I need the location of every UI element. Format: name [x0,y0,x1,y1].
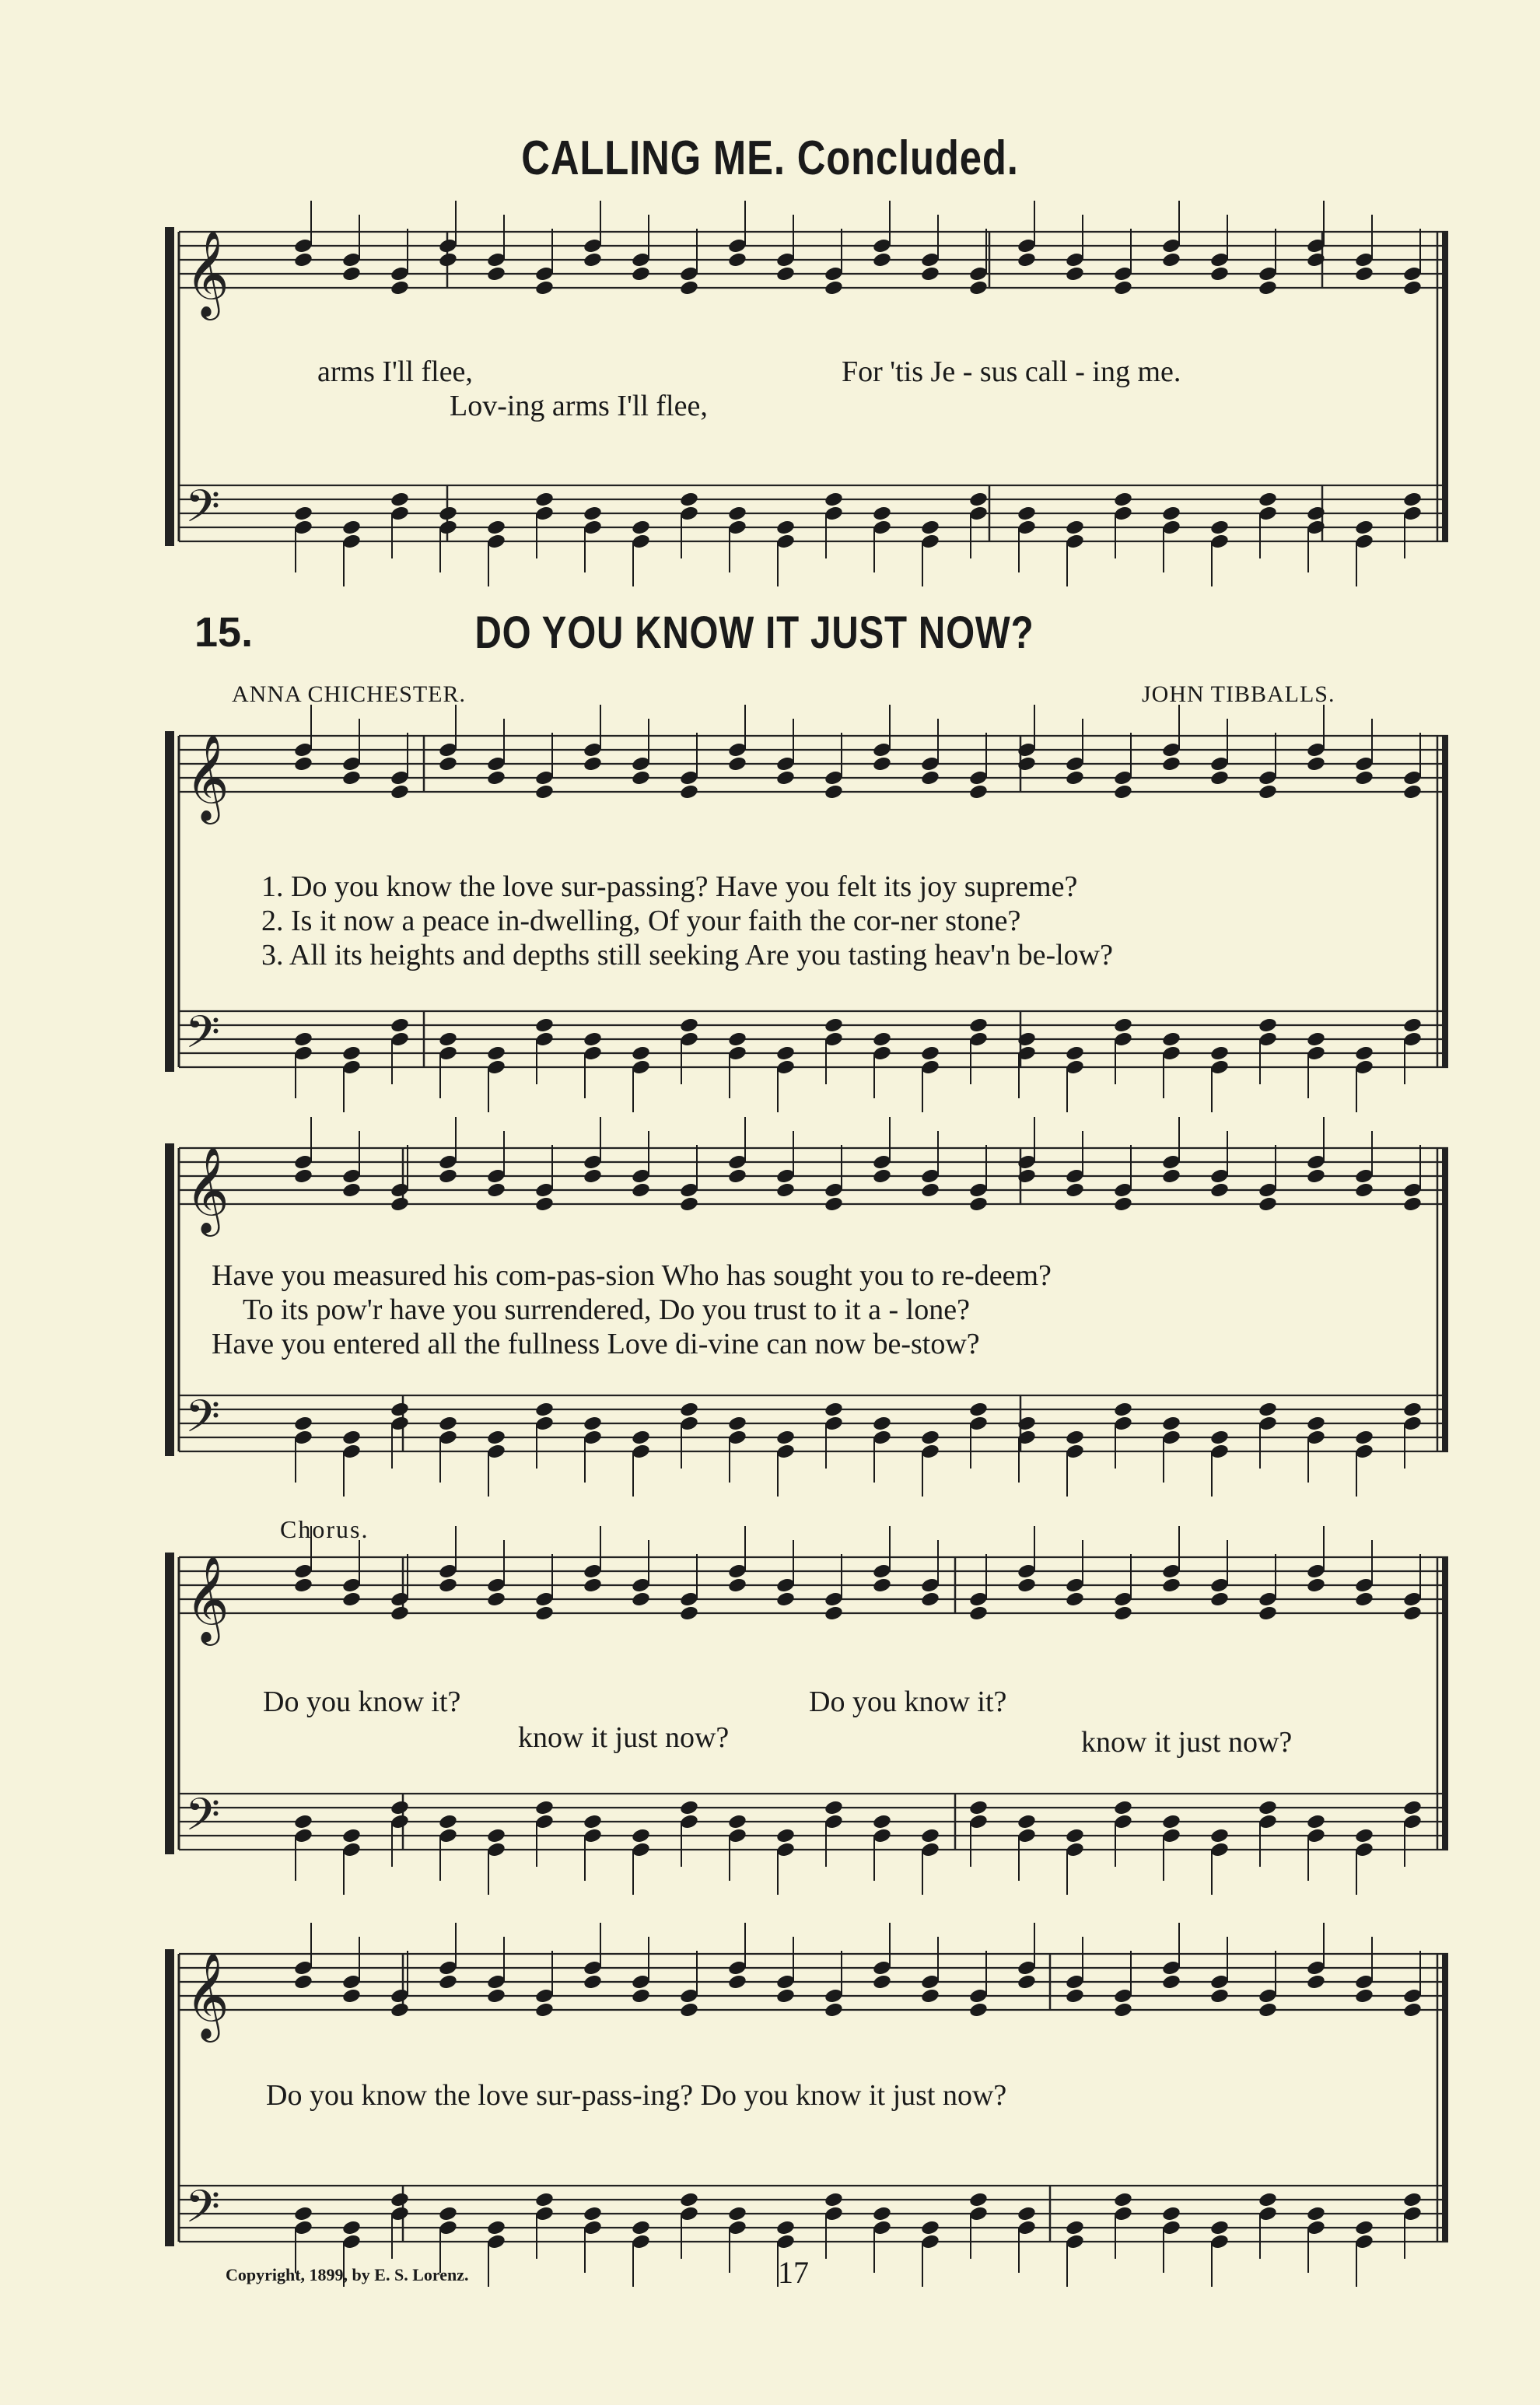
notehead [293,755,313,772]
notehead [1354,1987,1374,2004]
bass-clef-icon: 𝄢 [185,1390,221,1454]
notehead [1402,2001,1423,2018]
notehead [1113,279,1133,296]
notehead [1209,265,1230,282]
notehead [824,1401,844,1418]
notehead [1258,1605,1278,1622]
notehead [1161,2205,1181,2222]
notehead [775,519,796,536]
notehead [679,2191,699,2208]
notehead [1354,1181,1374,1199]
notehead [1065,265,1085,282]
notehead [1402,783,1423,800]
notehead [1354,2219,1374,2236]
notehead [1065,519,1085,536]
final-barline [1442,1557,1448,1850]
notehead [1402,1799,1423,1816]
notehead [1354,1429,1374,1446]
notehead [1017,1973,1037,1990]
notehead [1209,1429,1230,1446]
notehead [1258,2191,1278,2208]
notehead [872,1167,892,1185]
notehead [583,1813,603,1830]
notehead [775,1045,796,1062]
notehead [872,1415,892,1432]
final-barline [1442,1148,1448,1451]
notehead [1209,2219,1230,2236]
notehead [583,1031,603,1048]
bass-clef-icon: 𝄢 [185,1788,221,1852]
notehead [341,1827,362,1844]
notehead [1354,519,1374,536]
notehead [1113,2191,1133,2208]
verse-3-line: 3. All its heights and depths still seeking Are you tasting heav'n be-low? [261,939,1113,971]
notehead [293,1577,313,1594]
notehead [534,1017,555,1034]
notehead [824,2191,844,2208]
notehead [872,1973,892,1990]
notehead [341,1591,362,1608]
notehead [293,1031,313,1048]
system-brace [165,731,174,1072]
notehead [679,1401,699,1418]
system-brace [165,1949,174,2246]
notehead [486,1429,506,1446]
notehead [679,491,699,508]
notehead [1306,1577,1326,1594]
notehead [293,505,313,522]
notehead [631,265,651,282]
notehead [679,1799,699,1816]
lyric-line: Lov-ing arms I'll flee, [450,390,708,422]
notehead [486,1045,506,1062]
notehead [438,1167,458,1185]
notehead [486,1827,506,1844]
notehead [390,1195,410,1213]
notehead [631,1591,651,1608]
treble-clef-icon: 𝄞 [185,1146,229,1233]
notehead [920,2219,940,2236]
notehead [824,783,844,800]
notehead [920,265,940,282]
notehead [824,1195,844,1213]
notehead [534,1605,555,1622]
lyric-line: For 'tis Je - sus call - ing me. [842,355,1181,388]
notehead [968,1195,989,1213]
composer-credit: JOHN TIBBALLS. [1142,681,1335,707]
notehead [631,1045,651,1062]
notehead [1306,1813,1326,1830]
notehead [775,1429,796,1446]
notehead [1161,1031,1181,1048]
system-brace [165,1143,174,1456]
notehead [1354,1591,1374,1608]
notehead [341,1181,362,1199]
treble-clef-icon: 𝄞 [185,1952,229,2039]
notehead [1306,1167,1326,1185]
notehead [920,769,940,786]
notehead [631,1429,651,1446]
treble-clef-icon: 𝄞 [185,733,229,821]
notehead [872,755,892,772]
notehead [1258,783,1278,800]
notehead [1161,1577,1181,1594]
notehead [583,505,603,522]
notehead [824,491,844,508]
notehead [438,251,458,268]
notehead [727,1415,747,1432]
bass-clef-icon: 𝄢 [185,2180,221,2244]
notehead [534,1401,555,1418]
notehead [968,2191,989,2208]
notehead [968,491,989,508]
notehead [1402,1401,1423,1418]
chorus-lyric: Do you know it? [809,1686,1007,1718]
notehead [1065,1987,1085,2004]
notehead [1161,1973,1181,1990]
notehead [1113,491,1133,508]
notehead [583,1415,603,1432]
notehead [438,1031,458,1048]
notehead [438,1577,458,1594]
notehead [1209,519,1230,536]
notehead [1354,265,1374,282]
notehead [1161,1415,1181,1432]
notehead [1354,769,1374,786]
notehead [872,1813,892,1830]
notehead [679,1017,699,1034]
notehead [679,1195,699,1213]
notehead [920,1827,940,1844]
notehead [486,519,506,536]
chorus-lyric: know it just now? [1081,1726,1293,1759]
notehead [679,2001,699,2018]
notehead [727,2205,747,2222]
notehead [486,1987,506,2004]
notehead [920,1591,940,1608]
notehead [390,783,410,800]
notehead [583,1577,603,1594]
notehead [1402,279,1423,296]
notehead [727,1577,747,1594]
notehead [1258,2001,1278,2018]
notehead [486,265,506,282]
notehead [775,769,796,786]
notehead [872,1031,892,1048]
notehead [631,519,651,536]
notehead [920,1987,940,2004]
notehead [1113,1195,1133,1213]
notehead [390,1017,410,1034]
notehead [534,491,555,508]
lyricist-credit: ANNA CHICHESTER. [232,681,467,707]
bass-clef-icon: 𝄢 [185,1006,221,1069]
notehead [631,2219,651,2236]
notehead [438,2205,458,2222]
notehead [341,265,362,282]
notehead [1258,1195,1278,1213]
notehead [872,505,892,522]
copyright-notice: Copyright, 1899, by E. S. Lorenz. [226,2265,469,2284]
notehead [486,769,506,786]
notehead [1258,1401,1278,1418]
notehead [1306,1973,1326,1990]
notehead [534,783,555,800]
notehead [583,755,603,772]
notehead [1065,2219,1085,2236]
verse-2-line: 2. Is it now a peace in-dwelling, Of your faith the cor-ner stone? [261,905,1021,937]
notehead [968,1401,989,1418]
notehead [438,1973,458,1990]
notehead [534,1195,555,1213]
notehead [390,491,410,508]
notehead [293,1813,313,1830]
notehead [1258,1799,1278,1816]
notehead [727,1973,747,1990]
notehead [1402,1605,1423,1622]
notehead [631,1181,651,1199]
notehead [583,1973,603,1990]
notehead [968,783,989,800]
notehead [920,1045,940,1062]
notehead [390,1401,410,1418]
notehead [341,1045,362,1062]
notehead [293,1167,313,1185]
notehead [1113,1017,1133,1034]
notehead [631,1987,651,2004]
notehead [824,1017,844,1034]
system-brace [165,1553,174,1854]
notehead [583,1167,603,1185]
notehead [1065,1181,1085,1199]
notehead [1209,1181,1230,1199]
page-number: 17 [778,2255,809,2290]
verse-1-line: Have you measured his com-pas-sion Who has sought you to re-deem? [212,1259,1052,1292]
final-barline [1442,736,1448,1067]
notehead [438,1813,458,1830]
lyric-line: arms I'll flee, [317,355,473,388]
notehead [1209,1827,1230,1844]
notehead [1113,783,1133,800]
notehead [293,2205,313,2222]
notehead [1402,1017,1423,1034]
notehead [1354,1045,1374,1062]
notehead [1113,1401,1133,1418]
treble-clef-icon: 𝄞 [185,229,229,317]
notehead [824,2001,844,2018]
notehead [534,2001,555,2018]
notehead [872,251,892,268]
notehead [1161,1167,1181,1185]
notehead [775,1181,796,1199]
chorus-label: Chorus. [280,1515,369,1543]
notehead [390,2191,410,2208]
notehead [631,1827,651,1844]
verse-2-line: To its pow'r have you surrendered, Do you trust to it a - lone? [243,1294,970,1326]
notehead [1306,1031,1326,1048]
notehead [1161,505,1181,522]
notehead [390,1605,410,1622]
notehead [1113,1799,1133,1816]
notehead [1017,1577,1037,1594]
notehead [534,1799,555,1816]
notehead [1065,1827,1085,1844]
notehead [293,251,313,268]
notehead [583,251,603,268]
notehead [968,1017,989,1034]
notehead [341,769,362,786]
notehead [1065,1429,1085,1446]
notehead [341,1429,362,1446]
notehead [968,1799,989,1816]
notehead [1306,1415,1326,1432]
notehead [390,2001,410,2018]
notehead [1065,1045,1085,1062]
notehead [1258,491,1278,508]
notehead [872,1577,892,1594]
notehead [1161,1813,1181,1830]
notehead [727,251,747,268]
notehead [390,279,410,296]
notehead [534,2191,555,2208]
notehead [968,1605,989,1622]
notehead [1161,755,1181,772]
notehead [341,1987,362,2004]
notehead [727,755,747,772]
final-barline [1442,232,1448,541]
notehead [775,1591,796,1608]
hymn-title: DO YOU KNOW IT JUST NOW? [474,607,1034,658]
notehead [486,1591,506,1608]
notehead [1306,755,1326,772]
chorus-lyric: Do you know it? [263,1686,461,1718]
notehead [293,1973,313,1990]
notehead [293,1415,313,1432]
notehead [775,1987,796,2004]
notehead [1354,1827,1374,1844]
notehead [872,2205,892,2222]
page-title: CALLING ME. Concluded. [521,131,1019,185]
notehead [1017,251,1037,268]
chorus-lyric: know it just now? [518,1721,730,1754]
notehead [1017,505,1037,522]
verse-1-line: 1. Do you know the love sur-passing? Have you felt its joy supreme? [261,870,1078,903]
notehead [775,1827,796,1844]
treble-clef-icon: 𝄞 [185,1555,229,1642]
notehead [727,1813,747,1830]
notehead [390,1799,410,1816]
notehead [438,1415,458,1432]
notehead [438,505,458,522]
notehead [920,1429,940,1446]
notehead [1017,1813,1037,1830]
chorus-final-line: Do you know the love sur-pass-ing? Do you know it just now? [266,2079,1007,2112]
notehead [341,519,362,536]
notehead [1209,1987,1230,2004]
notehead [679,1605,699,1622]
notehead [1065,1591,1085,1608]
notehead [438,755,458,772]
notehead [727,1031,747,1048]
notehead [775,2219,796,2236]
system-brace [165,227,174,546]
hymn-number: 15. [194,609,254,656]
notehead [727,505,747,522]
notehead [968,279,989,296]
notehead [631,769,651,786]
notehead [1113,2001,1133,2018]
bass-clef-icon: 𝄢 [185,480,221,544]
notehead [1209,1045,1230,1062]
notehead [1258,279,1278,296]
notehead [341,2219,362,2236]
notehead [679,279,699,296]
notehead [583,2205,603,2222]
notehead [968,2001,989,2018]
notehead [824,279,844,296]
notehead [1017,2205,1037,2222]
verse-3-line: Have you entered all the fullness Love di-vine can now be-stow? [212,1328,980,1360]
notehead [920,1181,940,1199]
notehead [679,783,699,800]
notehead [534,279,555,296]
notehead [1402,491,1423,508]
notehead [1258,1017,1278,1034]
notehead [824,1799,844,1816]
notehead [1065,769,1085,786]
notehead [775,265,796,282]
notehead [1209,1591,1230,1608]
notehead [1209,769,1230,786]
notehead [1113,1605,1133,1622]
final-barline [1442,1954,1448,2242]
notehead [486,1181,506,1199]
notehead [1402,2191,1423,2208]
notehead [920,519,940,536]
notehead [486,2219,506,2236]
notehead [1306,2205,1326,2222]
notehead [824,1605,844,1622]
notehead [727,1167,747,1185]
notehead [1161,251,1181,268]
notehead [1402,1195,1423,1213]
